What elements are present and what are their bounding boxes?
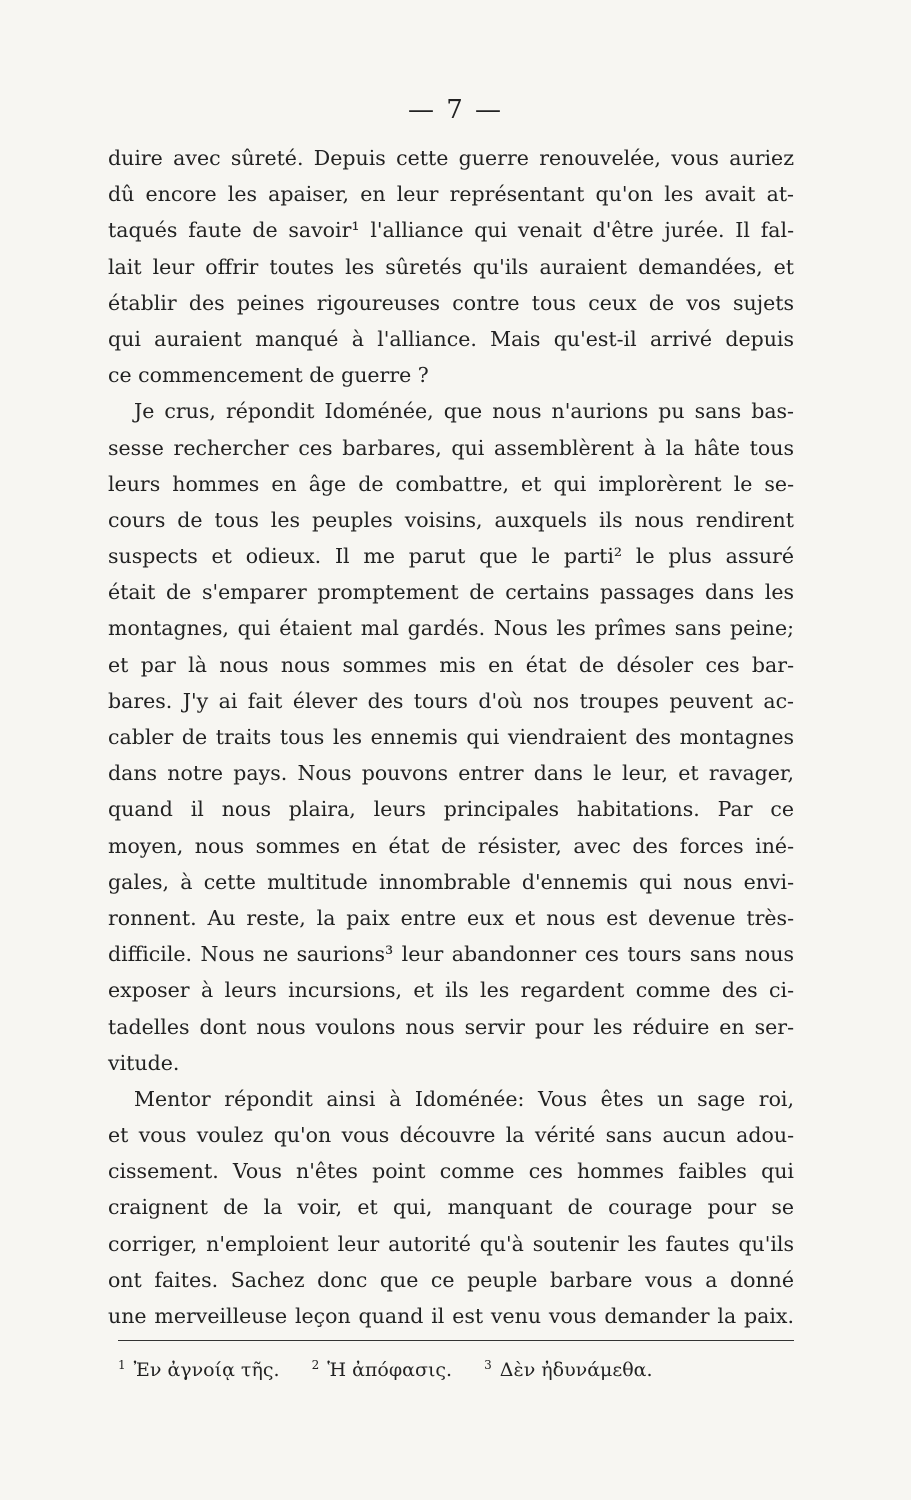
text-line: suspects et odieux. Il me parut que le parti² le plus assuré — [108, 544, 794, 569]
footnote-mark: 3 — [484, 1358, 492, 1372]
text-line: difficile. Nous ne saurions³ leur abandonner ces tours sans nous — [108, 942, 794, 967]
text-line: gales, à cette multitude innombrable d'ennemis qui nous envi- — [108, 869, 794, 894]
text-line: sesse rechercher ces barbares, qui assemblèrent à la hâte tous — [108, 435, 794, 460]
footnote-mark: 1 — [118, 1358, 126, 1372]
text-line: lait leur offrir toutes les sûretés qu'ils auraient demandées, et — [108, 254, 794, 279]
text-line: Je crus, répondit Idoménée, que nous n'aurions pu sans bas- — [134, 399, 794, 424]
text-line: dû encore les apaiser, en leur représentant qu'on les avait at- — [108, 182, 794, 207]
footnote-text: Ἐν ἀγνοίᾳ τῆς. — [133, 1359, 280, 1382]
text-line: taqués faute de savoir¹ l'alliance qui venait d'être jurée. Il fal- — [108, 218, 794, 243]
text-line: vitude. — [108, 1050, 180, 1075]
footnote — [484, 1359, 652, 1381]
text-line: était de s'emparer promptement de certains passages dans les — [108, 580, 794, 605]
text-line: une merveilleuse leçon quand il est venu vous demander la paix. — [108, 1304, 794, 1328]
text-line: établir des peines rigoureuses contre tous ceux de vos sujets — [108, 290, 794, 315]
text-line: duire avec sûreté. Depuis cette guerre renouvelée, vous auriez — [108, 146, 794, 170]
text-line: ronnent. Au reste, la paix entre eux et nous est devenue très- — [108, 905, 794, 930]
body-text — [108, 140, 794, 1334]
page-number: — 7 — — [407, 95, 504, 125]
text-line: cours de tous les peuples voisins, auxquels ils nous rendirent — [108, 507, 794, 532]
text-line: tadelles dont nous voulons nous servir pour les réduire en ser- — [108, 1014, 794, 1039]
text-line: ont faites. Sachez donc que ce peuple barbare vous a donné — [108, 1267, 794, 1292]
footnote — [312, 1359, 453, 1381]
text-line: quand il nous plaira, leurs principales habitations. Par ce — [108, 797, 794, 822]
text-line: et vous voulez qu'on vous découvre la vérité sans aucun adou- — [108, 1123, 794, 1148]
text-line: qui auraient manqué à l'alliance. Mais qu'est-il arrivé depuis — [108, 326, 794, 351]
text-line: Mentor répondit ainsi à Idoménée: Vous êtes un sage roi, — [134, 1086, 794, 1111]
footnote — [118, 1359, 280, 1381]
footnotes — [118, 1358, 808, 1381]
text-line: cissement. Vous n'êtes point comme ces hommes faibles qui — [108, 1159, 794, 1184]
text-line: leurs hommes en âge de combattre, et qui implorèrent le se- — [108, 471, 794, 496]
text-line: et par là nous nous sommes mis en état de désoler ces bar- — [108, 652, 794, 677]
text-line: bares. J'y ai fait élever des tours d'où nos troupes peuvent ac- — [108, 688, 794, 713]
text-line: moyen, nous sommes en état de résister, avec des forces iné- — [108, 833, 794, 858]
footnote-text: Ἡ ἀπόφασις. — [327, 1359, 453, 1382]
text-line: cabler de traits tous les ennemis qui viendraient des montagnes — [108, 725, 794, 749]
text-line: corriger, n'emploient leur autorité qu'à soutenir les fautes qu'ils — [108, 1231, 794, 1256]
footnote-rule — [118, 1340, 794, 1341]
footnote-mark: 2 — [311, 1358, 320, 1372]
text-line: ce commencement de guerre ? — [108, 363, 429, 388]
text-line: exposer à leurs incursions, et ils les regardent comme des ci- — [108, 978, 794, 1003]
text-line: dans notre pays. Nous pouvons entrer dans le leur, et ravager, — [108, 761, 794, 786]
footnote-text: Δὲν ἠδυνάμεθα. — [499, 1359, 653, 1382]
text-line: craignent de la voir, et qui, manquant de courage pour se — [108, 1195, 794, 1220]
text-line: montagnes, qui étaient mal gardés. Nous les prîmes sans peine; — [108, 616, 794, 641]
